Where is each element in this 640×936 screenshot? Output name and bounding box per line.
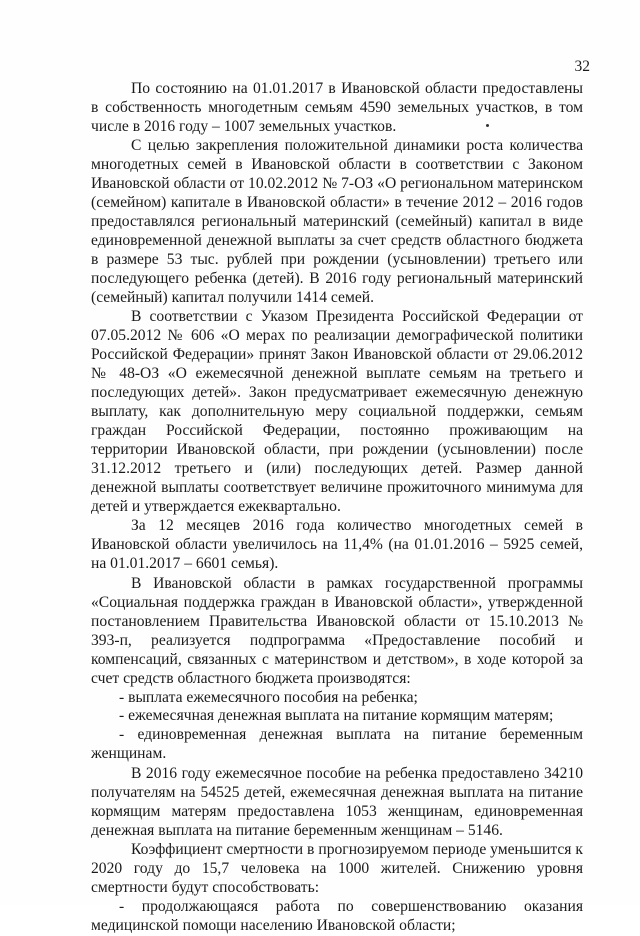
paragraph-monthly-payment-law: В соответствии с Указом Президента Российской Федерации от 07.05.2012 № 606 «О мерах по реализации демографической политики Российской Федерации» принят Закон Ивановской области от 29.06.2012 № 48-ОЗ «О ежемесячной денежной выплате семьям на третьего и последующих детей». Закон предусматривает ежемесячную денежную выплату, как дополнительную меру социальной поддержки, семьям граждан Российской Федерации, постоянно проживающим на территории Ивановской области, при рождении (усыновлении) после 31.12.2012 третьего и (или) последующих детей. Размер данной денежной выплаты соответствует величине прожиточного минимума для детей и утверждается ежеквартально.	[91, 308, 583, 515]
paragraph-maternity-capital: С целью закрепления положительной динамики роста количества многодетных семей в Ивановской области в соответствии с Законом Ивановской области от 10.02.2012 № 7-ОЗ «О региональном материнском (семейном) капитале в Ивановской области» в течение 2012 – 2016 годов предоставлялся региональный материнский (семейный) капитал в виде единовременной денежной выплаты за счет средств областного бюджета в размере 53 тыс. рублей при рождении (усыновлении) третьего или последующего ребенка (детей). В 2016 году региональный материнский (семейный) капитал получили 1414 семей.	[91, 137, 583, 306]
page-number: 32	[574, 58, 590, 75]
list-item-child-allowance: - выплата ежемесячного пособия на ребенка;	[119, 688, 418, 706]
list-item-medical-care: - продолжающаяся работа по совершенствованию оказания медицинской помощи населению Ивановской области;	[91, 897, 583, 934]
document-body	[91, 80, 583, 936]
paragraph-state-program: В Ивановской области в рамках государственной программы «Социальная поддержка граждан в Ивановской области», утвержденной постановлением Правительства Ивановской области от 15.10.2013 № 393-п, реализуется подпрограмма «Предоставление пособий и компенсаций, связанных с материнством и детством», в ходе которой за счет средств областного бюджета производятся:	[91, 574, 583, 687]
paragraph-large-families-growth: За 12 месяцев 2016 года количество многодетных семей в Ивановской области увеличилось на 11,4% (на 01.01.2016 – 5925 семей, на 01.01.2017 – 6601 семья).	[91, 517, 583, 573]
paragraph-2016-results: В 2016 году ежемесячное пособие на ребенка предоставлено 34210 получателям на 54525 детей, ежемесячная денежная выплата на питание кормящим матерям предоставлена 1053 женщинам, единовременная денежная выплата на питание беременным женщинам – 5146.	[91, 764, 583, 839]
list-item-pregnant-women: - единовременная денежная выплата на питание беременным женщинам.	[91, 726, 583, 763]
paragraph-mortality: Коэффициент смертности в прогнозируемом периоде уменьшится к 2020 году до 15,7 человека на 1000 жителей. Снижению уровня смертности будут способствовать:	[91, 841, 583, 897]
list-item-nursing-mothers: - ежемесячная денежная выплата на питание кормящим матерям;	[119, 707, 554, 725]
paragraph-land-plots: По состоянию на 01.01.2017 в Ивановской области предоставлены в собственность многодетным семьям 4590 земельных участков, в том числе в 2016 году – 1007 земельных участков.	[91, 80, 583, 135]
